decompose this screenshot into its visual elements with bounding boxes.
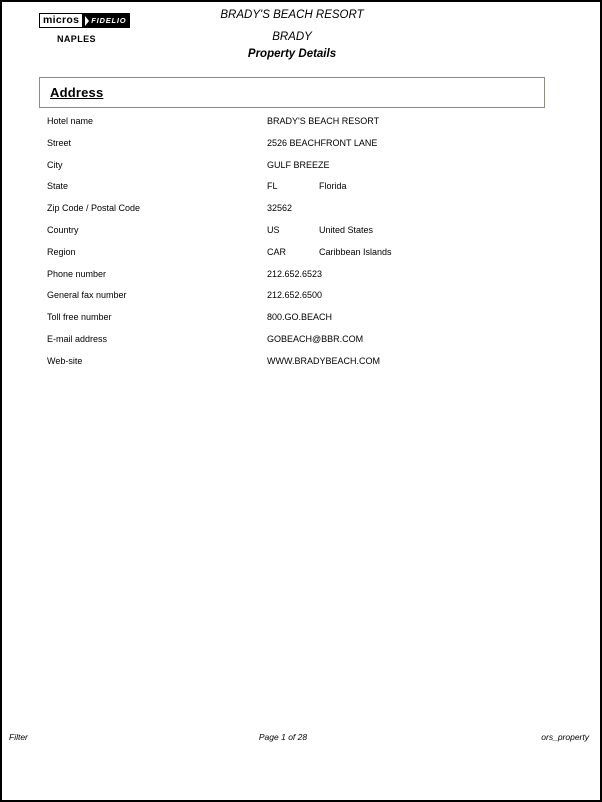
field-value: 212.652.6500 bbox=[267, 290, 323, 301]
field-row-region bbox=[2, 247, 602, 269]
footer-filter-label: Filter bbox=[9, 732, 28, 742]
field-label: Phone number bbox=[47, 268, 107, 279]
field-row-website bbox=[2, 356, 602, 378]
field-label: Street bbox=[47, 137, 72, 148]
address-fields bbox=[2, 116, 602, 378]
field-row-city bbox=[2, 160, 602, 182]
micros-logo-text: micros bbox=[39, 13, 83, 28]
field-label: Toll free number bbox=[47, 312, 112, 323]
field-row-state bbox=[2, 181, 602, 203]
field-label: Zip Code / Postal Code bbox=[47, 203, 141, 214]
address-section-header bbox=[39, 77, 545, 108]
field-label: Web-site bbox=[47, 355, 83, 366]
field-label: E-mail address bbox=[47, 333, 108, 344]
field-value: 212.652.6523 bbox=[267, 268, 323, 279]
footer-report-id: ors_property bbox=[541, 732, 589, 742]
field-label: General fax number bbox=[47, 290, 127, 301]
property-location-label: NAPLES bbox=[57, 34, 96, 44]
field-value: 32562 bbox=[267, 203, 293, 214]
report-title-property-code: BRADY bbox=[272, 31, 312, 43]
field-value: GULF BREEZE bbox=[267, 159, 330, 170]
field-value: FL bbox=[267, 181, 278, 192]
report-title-resort-name: BRADY'S BEACH RESORT bbox=[220, 9, 364, 21]
fidelio-logo-box bbox=[83, 13, 130, 28]
field-row-street bbox=[2, 138, 602, 160]
address-section-title: Address bbox=[50, 85, 104, 100]
field-value: CAR bbox=[267, 246, 287, 257]
field-value: 2526 BEACHFRONT LANE bbox=[267, 137, 378, 148]
field-row-country bbox=[2, 225, 602, 247]
field-label: State bbox=[47, 181, 69, 192]
footer-page-number: Page 1 of 28 bbox=[258, 732, 308, 742]
chevron-right-icon bbox=[85, 16, 89, 26]
field-value-description: United States bbox=[319, 224, 374, 235]
field-value-description: Florida bbox=[319, 181, 347, 192]
field-value: BRADY'S BEACH RESORT bbox=[267, 116, 380, 126]
field-value: US bbox=[267, 224, 280, 235]
field-label: Hotel name bbox=[47, 116, 94, 126]
field-row-email-address bbox=[2, 334, 602, 356]
field-row-zip-code bbox=[2, 203, 602, 225]
field-row-hotel-name bbox=[2, 116, 602, 138]
report-title-report-name: Property Details bbox=[247, 48, 337, 60]
field-value-description: Caribbean Islands bbox=[319, 246, 392, 257]
field-value: GOBEACH@BBR.COM bbox=[267, 333, 364, 344]
fidelio-logo-text: FIDELIO bbox=[91, 16, 127, 25]
field-row-fax-number bbox=[2, 290, 602, 312]
field-label: Country bbox=[47, 224, 79, 235]
field-row-toll-free-number bbox=[2, 312, 602, 334]
field-value: 800.GO.BEACH bbox=[267, 312, 333, 323]
field-label: Region bbox=[47, 246, 76, 257]
micros-fidelio-logo bbox=[39, 13, 130, 28]
field-row-phone-number bbox=[2, 269, 602, 291]
field-label: City bbox=[47, 159, 63, 170]
field-value: WWW.BRADYBEACH.COM bbox=[267, 355, 381, 366]
